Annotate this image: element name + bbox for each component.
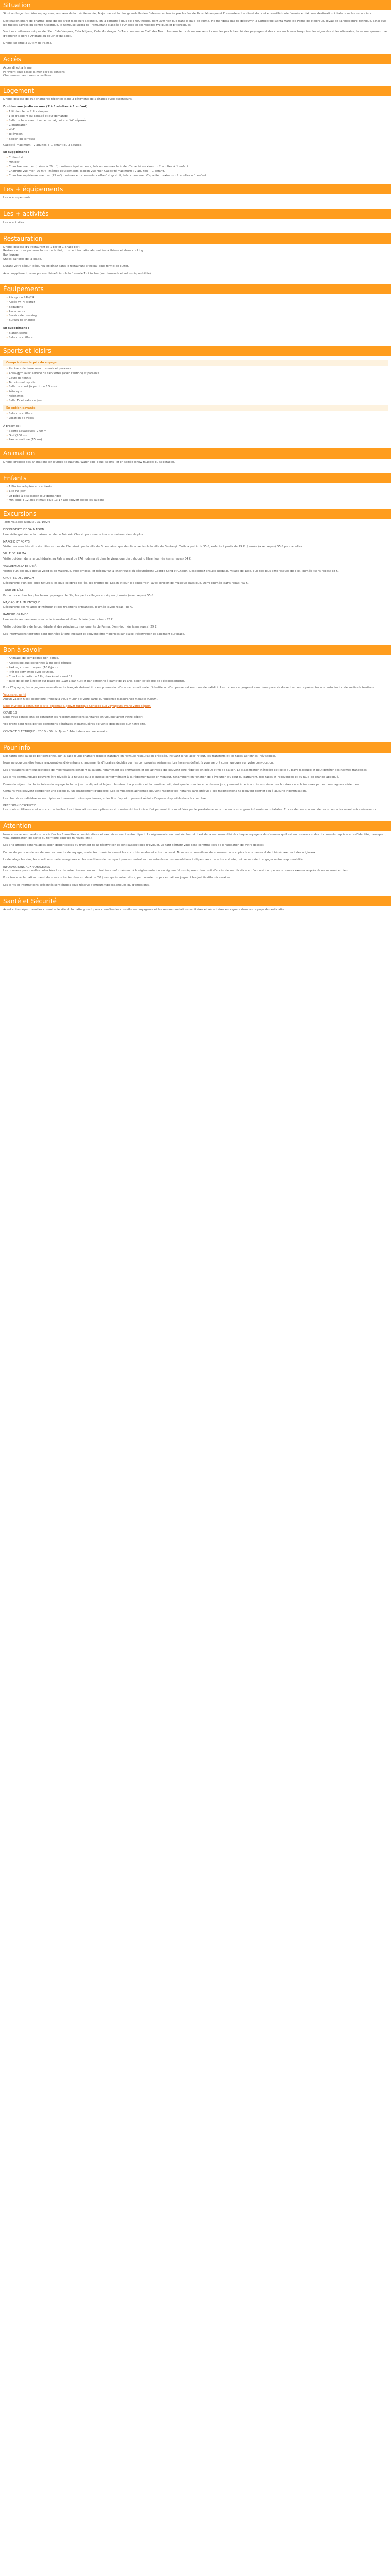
excursion-title: MAJORQUE AUTHENTIQUE [3, 601, 40, 604]
pour-info-paragraph: Les photos utilisées sont non contractuelles. Les informations descriptives sont données à titre indicatif et peuvent être modifiées par le prestataire sans que nous en soyons informés au préalable. En cas de doute, merci de nous contacter avant votre réservation. [3, 808, 379, 811]
section-header-pour-info: Pour info [0, 742, 391, 753]
room-extra: • Minibar [6, 161, 388, 165]
situation-paragraph: Destination phare de charme, plus qu'elle s'est d'ailleurs agrandie, on la compte à plus de 3 000 hôtels, dont 300 rien que dans la baie de Palma. Ne manquez pas de découvrir la Cathédrale Santa Maria de Palma de Majorque, joyau de l'architecture gothique, ainsi que les ruelles pavées du centre historique, la fameuse Sierra de Tramuntana classée à l'Unesco et ses villages typiques et pittoresques. [3, 19, 386, 27]
excursion-title: DÉCOUVERTE DE SA MAISON [3, 528, 44, 531]
enfants-item: • Lit bébé à disposition (sur demande) [6, 495, 388, 499]
enfants-item: • Aire de jeux [6, 490, 388, 494]
sport-item: • Salle de sport (à partir de 16 ans) [6, 385, 388, 389]
excursion-title: RANCHO GRANDE [3, 613, 28, 617]
acces-line: Accès direct à la mer [3, 66, 33, 70]
equipements-extra-title: En supplément : [3, 327, 29, 330]
nearby-item: • Golf (700 m) [6, 434, 388, 438]
logement-intro: L'hôtel dispose de 364 chambres réparties dans 3 bâtiments de 5 étages avec ascenseurs. [3, 98, 133, 101]
excursion-title: VALLDEMOSSA ET DEIÀ [3, 564, 37, 568]
attention-paragraph: Les tarifs et informations présentés sont établis sous réserve d'erreurs typographiques ou d'omissions. [3, 884, 150, 887]
attention-paragraph: En cas de perte ou de vol de vos documents de voyage, contactez immédiatement les autorités locales et votre consulat. Nous vous conseillons de conserver une copie de vos pièces d'identité séparément des originaux. [3, 851, 317, 855]
bon-a-savoir-item: • Prêt de serviettes avec caution. [6, 671, 388, 675]
sport-paid-item: • Salon de coiffure [6, 412, 388, 416]
attention-subtitle: INFORMATIONS AUX VOYAGEURS [3, 865, 50, 869]
section-header-plus-equipements: Les + équipements [0, 184, 391, 194]
excursion-text: Parcourez en bus les plus beaux paysages de l'île, les petits villages et criques. Journée (avec repas) 55 €. [3, 594, 154, 597]
plus-equipements-text: Les + équipements [3, 196, 31, 199]
room-feature: • 1 lit d'appoint ou canapé-lit sur demande [6, 115, 388, 119]
attention-paragraph: Nous vous recommandons de vérifier les formalités administratives et sanitaires avant votre départ. La réglementation peut évoluer et il est de la responsabilité de chaque voyageur de s'assurer qu'il est en possession des documents requis (carte d'identité, passeport, visa, autorisation de sortie du territoire pour les mineurs, etc.). [3, 833, 386, 840]
sports-body [0, 356, 391, 444]
sport-item: • Piscine extérieure avec transats et parasols [6, 367, 388, 371]
vaccins-text: Aucun vaccin n'est obligatoire. Pensez à vous munir de votre carte européenne d'assurance maladie (CEAM). [3, 697, 158, 701]
restauration-body [0, 244, 391, 280]
restauration-line: Snack-bar près de la plage. [3, 257, 42, 261]
pour-info-paragraph: Durée du séjour : la durée totale du voyage inclut le jour de départ et le jour de retour. La première et la dernière nuit, ainsi que le premier et le dernier jour, peuvent être écourtés en raison des horaires de vols imposés par les compagnies aériennes. [3, 783, 360, 786]
sante-text: Avant votre départ, veuillez consulter le site diplomatie.gouv.fr pour connaître les conseils aux voyageurs et les recommandations sanitaires et sécuritaires en vigueur dans votre pays de destination. [3, 908, 287, 911]
equipement-item: • Bagagerie [6, 306, 388, 310]
rooms-title: Doubles vue jardin ou mer (2 à 3 adultes + 1 enfant) : [3, 105, 90, 108]
sport-paid-item: • Location de vélos [6, 417, 388, 421]
acces-line: Paravent sous casse la mer par les pontons [3, 70, 65, 74]
sport-item: • Terrain multisports [6, 381, 388, 385]
pour-info-paragraph: Les prestations sont susceptibles de modifications pendant la saison, notamment les animations et les activités qui peuvent être réduites en début et fin de saison. La classification hôtelière est celle du pays d'accueil et peut différer des normes françaises. [3, 769, 368, 772]
plus-activites-text: Les + activités [3, 221, 24, 224]
sport-item: • Pétanque [6, 390, 388, 394]
excursion-text: Découverte d'un des sites naturels les plus célèbres de l'île, les grottes del Drach et leur lac souterrain, avec concert de musique classique. Demi-journée (sans repas) 40 €. [3, 582, 249, 585]
animation-text: L'hôtel propose des animations en journée (aquagym, water-polo, jeux, sports) et en soirée (show musical ou spectacle). [3, 461, 175, 464]
plus-activites-body [0, 219, 391, 229]
sport-item: • Salle TV et salle de jeux [6, 399, 388, 403]
excursion-title: MARCHÉ ET PORTS [3, 540, 30, 544]
attention-paragraph: Les prix affichés sont valables selon disponibilités au moment de la réservation et sont susceptibles d'évoluer. Le tarif définitif vous sera confirmé lors de la validation de votre dossier. [3, 844, 264, 848]
logement-body [0, 96, 391, 180]
situation-body [0, 10, 391, 50]
excursion-title: GROTTES DEL DRACH [3, 577, 34, 580]
acces-body [0, 64, 391, 81]
situation-paragraph: L'hôtel se situe à 30 km de Palma. [3, 41, 52, 45]
section-header-bon-a-savoir: Bon à savoir [0, 645, 391, 655]
equipement-item: • Ascenseurs [6, 310, 388, 314]
sports-paid-subheader: En option payante [3, 405, 388, 412]
situation-paragraph: Voici les meilleures criques de l'île : Cala Varques, Cala Mitjana, Cala Mondragó, Es Trenc ou encore Caló des Moro. Les amateurs de nature seront comblés par la beauté des paysages et des vues sur la mer turquoise, les vignobles et les oliveraies, ils ne manqueront pas d'admirer le port d'Andratx au coucher du soleil. [3, 30, 388, 38]
bon-a-savoir-item: • Taxe de séjour à régler sur place (de 1,10 € par nuit et par personne à partir de 16 ans, selon catégorie de l'établissement). [6, 680, 388, 684]
section-header-equipements: Équipements [0, 284, 391, 294]
pour-info-body [0, 753, 391, 817]
situation-paragraph: Situé au large des côtes espagnoles, au cœur de la méditerranée, Majorque est la plus grande île des Baléares, entourée par les îles de Ibiza, Minorque et Formentera. Le climat doux et ensoleillé toute l'année en fait une destination idéale pour les vacanciers. [3, 12, 372, 15]
bon-a-savoir-body [0, 655, 391, 738]
section-header-plus-activites: Les + activités [0, 209, 391, 219]
equipements-body [0, 294, 391, 342]
pour-info-paragraph: Nous ne pouvons être tenus responsables d'éventuels changements d'horaires décidés par les compagnies aériennes. Les horaires définitifs vous seront communiqués sur votre convocation. [3, 761, 274, 765]
restauration-line: Restaurant principal sous forme de buffet, cuisine internationale, soirées à thème et show cooking. [3, 249, 144, 253]
covid-title: COVID-19 [3, 711, 17, 715]
attention-paragraph: Pour toute réclamation, merci de nous contacter dans un délai de 30 jours après votre retour, par courrier ou par e-mail, en joignant les justificatifs nécessaires. [3, 876, 232, 880]
room-extra: • Chambre vue mer (20 m²) : mêmes équipements, balcon vue mer. Capacité maximum : 2 adultes + 1 enfant. [6, 170, 388, 174]
restauration-line: Bar lounge [3, 253, 19, 257]
attention-paragraph: Les données personnelles collectées lors de votre réservation sont traitées conformément à la réglementation en vigueur. Vous disposez d'un droit d'accès, de rectification et d'opposition que vous pouvez exercer auprès de notre service client. [3, 869, 350, 873]
equipement-item: • Bureau de change [6, 319, 388, 323]
covid-text: Nous vous conseillons de consulter les recommandations sanitaires en vigueur avant votre départ. [3, 716, 144, 719]
page [0, 0, 391, 917]
acces-line: Chaussures nautiques conseillées [3, 74, 51, 78]
pour-info-paragraph: Les chambres individuelles ou triples sont souvent moins spacieuses, et les lits d'appoint peuvent réduire l'espace disponible dans la chambre. [3, 797, 207, 801]
excursion-title: TOUR DE L'ÎLE [3, 588, 24, 592]
animation-body [0, 459, 391, 469]
bon-a-savoir-item: • Parking couvert payant (10 €/jour). [6, 666, 388, 670]
bon-a-savoir-item: • Animaux de compagnie non admis. [6, 657, 388, 661]
room-extra: • Chambre vue mer (même à 20 m²) : mêmes équipements, balcon vue mer latérale. Capacité maximum : 2 adultes + 1 enfant. [6, 165, 388, 170]
attention-body [0, 831, 391, 892]
excursion-title: VILLE DE PALMA [3, 552, 26, 556]
excursions-body [0, 519, 391, 640]
enfants-body [0, 483, 391, 504]
pour-info-paragraph: Certains vols peuvent comporter une escale ou un changement d'appareil. Les compagnies aériennes peuvent modifier les horaires sans préavis ; ces modifications ne peuvent donner lieu à aucune indemnisation. [3, 790, 307, 793]
section-header-attention: Attention [0, 821, 391, 831]
section-header-excursions: Excursions [0, 509, 391, 519]
pour-info-paragraph: Les tarifs communiqués peuvent être révisés à la hausse ou à la baisse conformément à la réglementation en vigueur, notamment en fonction de l'évolution du coût du carburant, des taxes et redevances et du taux de change appliqué. [3, 775, 339, 779]
room-feature: • Balcon ou terrasse [6, 138, 388, 142]
sante-body [0, 906, 391, 917]
room-capacity: Capacité maximum : 2 adultes + 1 enfant ou 3 adultes. [3, 144, 83, 147]
nearby-title: À proximité : [3, 425, 22, 428]
excursion-text: Visite guidée : dans la cathédrale, au Palais royal de l'Almudaina et dans le vieux quartier, shopping libre. Journée (sans repas) 34 €. [3, 557, 192, 561]
room-extra: • Coffre-fort [6, 156, 388, 160]
room-feature: • Salle de bain avec douche ou baignoire et WC séparés [6, 119, 388, 123]
excursion-text: Une soirée animée avec spectacle équestre et dîner. Soirée (avec dîner) 52 €. [3, 618, 114, 621]
section-header-acces: Accès [0, 54, 391, 64]
room-extra: • Chambre supérieure vue mer (25 m²) : mêmes équipements, coffre-fort gratuit, balcon vue mer. Capacité maximum : 2 adultes + 1 enfant. [6, 174, 388, 178]
room-feature: • Wi-Fi [6, 128, 388, 132]
sport-item: • Aqua-gym avec service de serviettes (avec caution) et parasols [6, 372, 388, 376]
bon-a-savoir-item: • Accessible aux personnes à mobilité réduite. [6, 662, 388, 666]
vaccins-title[interactable]: Vaccins et santé [3, 693, 26, 697]
equipement-item: • Service de pressing [6, 314, 388, 318]
excursion-text: Visite guidée libre de la cathédrale et des principaux monuments de Palma. Demi-journée (sans repas) 29 €. [3, 625, 158, 629]
sport-item: • Cours de tennis [6, 377, 388, 381]
enfants-item: • Mini club 4-12 ans et maxi club 13-17 ans (ouvert selon les saisons) [6, 499, 388, 503]
excursion-text: Découverte des villages d'intérieur et des traditions artisanales. Journée (avec repas) 48 €. [3, 606, 133, 609]
section-header-logement: Logement [0, 86, 391, 96]
room-feature: • Télévision [6, 133, 388, 137]
excursion-text: Visitez l'un des plus beaux villages de Majorque, Valldemossa, et découvrez la chartreuse où séjournèrent George Sand et Chopin. Descendez ensuite jusqu'au village de Deià, l'un des plus pittoresques de l'île. Journée (sans repas) 38 €. [3, 569, 339, 573]
section-header-animation: Animation [0, 448, 391, 459]
section-header-enfants: Enfants [0, 473, 391, 483]
contact-electrique: CONTACT ÉLECTRIQUE : 230 V · 50 Hz. Type F. Adaptateur non nécessaire. [3, 730, 109, 733]
formalites-link[interactable]: Nous invitons à consulter le site diplomatie.gouv.fr rubrique Conseils aux voyageurs avant votre départ. [3, 704, 151, 708]
enfants-item: • 1 Piscine adaptée aux enfants [6, 485, 388, 489]
restauration-line: Avec supplément, vous pourrez bénéficier de la formule Tout inclus (sur demande et selon disponibilité). [3, 272, 152, 275]
restauration-line: Durant votre séjour, déjeunez et dînez dans le restaurant principal sous forme de buffet. [3, 264, 129, 268]
equip-title: En supplément : [3, 151, 29, 155]
pour-info-subtitle: PRÉCISION DESCRIPTIF [3, 804, 36, 808]
equipement-extra-item: • Salon de coiffure [6, 336, 388, 341]
equipement-item: • Réception 24h/24 [6, 296, 388, 300]
section-header-sports: Sports et loisirs [0, 346, 391, 356]
equipement-extra-item: • Blanchisserie [6, 332, 388, 336]
plus-equipements-body [0, 194, 391, 205]
section-header-restauration: Restauration [0, 233, 391, 244]
equipement-item: • Accès Wi-Fi gratuit [6, 301, 388, 305]
room-feature: • 1 lit double ou 2 lits simples [6, 110, 388, 114]
excursion-text: Les informations tarifaires sont données à titre indicatif et peuvent être modifiées sur place. Réservation et paiement sur place. [3, 632, 185, 636]
section-header-situation: Situation [0, 0, 391, 10]
sport-item: • Fléchettes [6, 395, 388, 399]
section-header-sante: Santé et Sécurité [0, 896, 391, 906]
sports-included-subheader: Compris dans le prix du voyage [3, 360, 388, 366]
excursions-intro: Tarifs valables jusqu'au 31/10/24 [3, 521, 50, 524]
excursion-text: Une visite guidée de la maison natale de Frédéric Chopin pour rencontrer son univers, rien de plus. [3, 533, 144, 536]
room-feature: • Climatisation [6, 124, 388, 128]
nearby-item: • Parc aquatique (15 km) [6, 438, 388, 443]
formalites-text: Pour l'Espagne, les voyageurs ressortissants français doivent être en possession d'une carte nationale d'identité ou d'un passeport en cours de validité. Les mineurs voyageant sans leurs parents doivent en outre présenter une autorisation de sortie de territoire. [3, 686, 376, 690]
restauration-line: L'hôtel dispose d'1 restaurant et 1 bar et 1 snack bar : [3, 245, 81, 249]
attention-paragraph: Le décalage horaire, les conditions météorologiques et les conditions de transport peuvent entraîner des retards ou des annulations indépendants de notre volonté, qui ne sauraient engager notre responsabilité. [3, 858, 304, 861]
pour-info-paragraph: Nos tarifs sont calculés par personne, sur la base d'une chambre double standard en formule restauration précisée, incluant le vol aller-retour, les transferts et les taxes aériennes (révisables). [3, 754, 276, 758]
bon-a-savoir-item: • Check-in à partir de 14h, check-out avant 12h. [6, 675, 388, 680]
conditions-text: Vos droits sont régis par les conditions générales et particulières de vente disponibles sur notre site. [3, 722, 146, 726]
excursion-text: Visite des marchés et ports pittoresques de l'île, ainsi que la ville de Sineu, ainsi que de découverte de la ville de Santanyi. Tarifs à partir de 35 €, enfants à partir de 19 €. Journée (avec repas) 55 € pour adultes. [3, 545, 303, 549]
nearby-item: • Sports aquatiques (2.00 m) [6, 430, 388, 434]
